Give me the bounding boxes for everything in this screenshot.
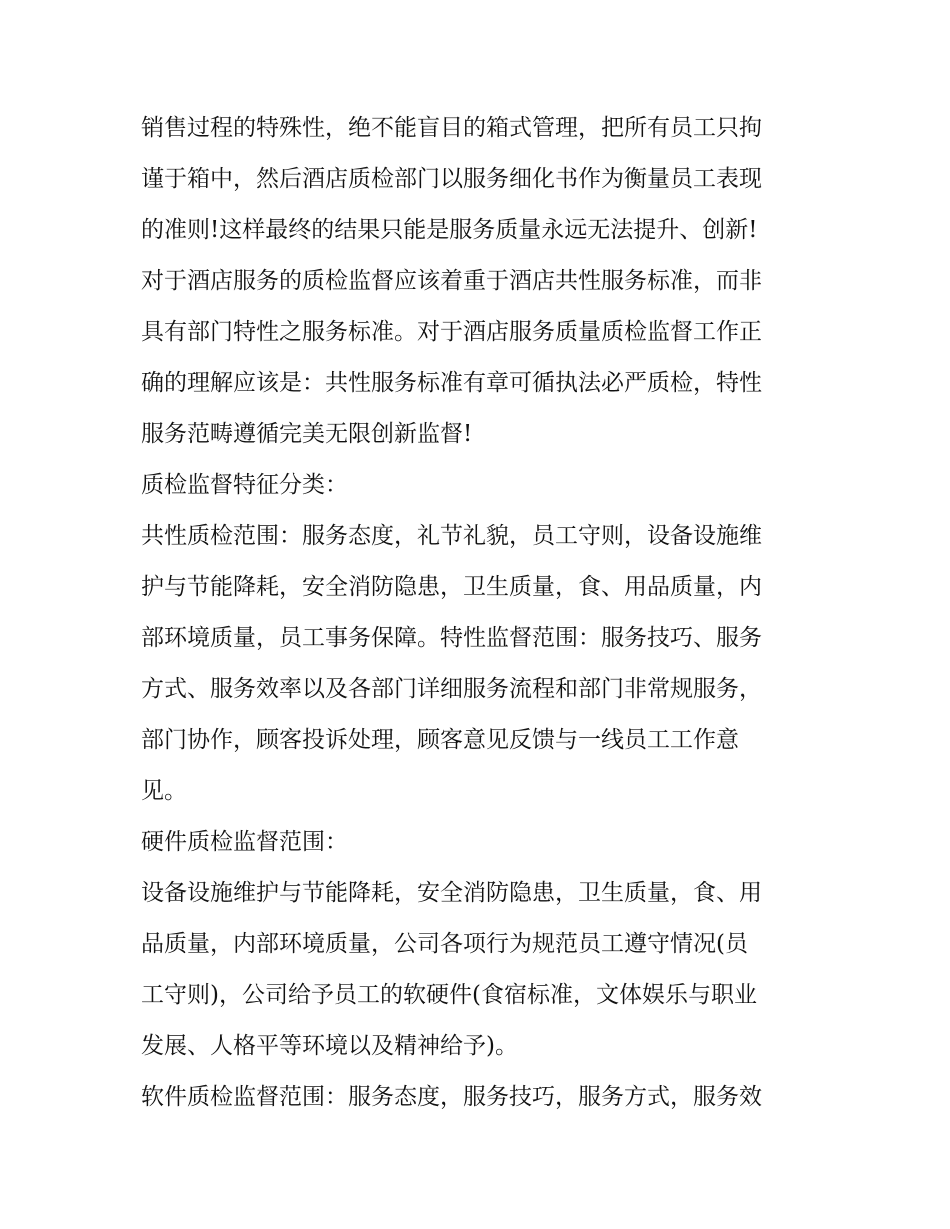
text-line: 方式、服务效率以及各部门详细服务流程和部门非常规服务， <box>141 676 762 702</box>
text-line: 谨于箱中，然后酒店质检部门以服务细化书作为衡量员工表现 <box>141 166 762 192</box>
text-line: 设备设施维护与节能降耗，安全消防隐患，卫生质量，食、用 <box>141 880 762 906</box>
text-line: 共性质检范围：服务态度，礼节礼貌，员工守则，设备设施维 <box>141 523 762 549</box>
text-line: 品质量，内部环境质量，公司各项行为规范员工遵守情况(员 <box>141 931 748 957</box>
section-heading: 硬件质检监督范围： <box>141 829 348 855</box>
text-line: 服务范畴遵循完美无限创新监督! <box>141 421 473 447</box>
text-line: 具有部门特性之服务标准。对于酒店服务质量质检监督工作正 <box>141 319 762 345</box>
text-line: 发展、人格平等环境以及精神给予)。 <box>141 1033 518 1059</box>
text-line: 部门协作，顾客投诉处理，顾客意见反馈与一线员工工作意 <box>141 727 739 753</box>
text-line: 销售过程的特殊性，绝不能盲目的箱式管理，把所有员工只拘 <box>141 115 762 141</box>
document-body <box>141 103 821 1123</box>
text-line: 部环境质量，员工事务保障。特性监督范围：服务技巧、服务 <box>141 625 762 651</box>
text-line: 确的理解应该是：共性服务标准有章可循执法必严质检，特性 <box>141 370 762 396</box>
text-line: 见。 <box>141 778 187 804</box>
section-heading: 质检监督特征分类： <box>141 472 348 498</box>
text-line: 软件质检监督范围：服务态度，服务技巧，服务方式，服务效 <box>141 1084 762 1110</box>
text-line: 工守则)，公司给予员工的软硬件(食宿标准，文体娱乐与职业 <box>141 982 757 1008</box>
text-line: 的准则!这样最终的结果只能是服务质量永远无法提升、创新! <box>141 217 758 243</box>
text-line: 护与节能降耗，安全消防隐患，卫生质量，食、用品质量，内 <box>141 574 762 600</box>
text-line: 对于酒店服务的质检监督应该着重于酒店共性服务标准，而非 <box>141 268 762 294</box>
